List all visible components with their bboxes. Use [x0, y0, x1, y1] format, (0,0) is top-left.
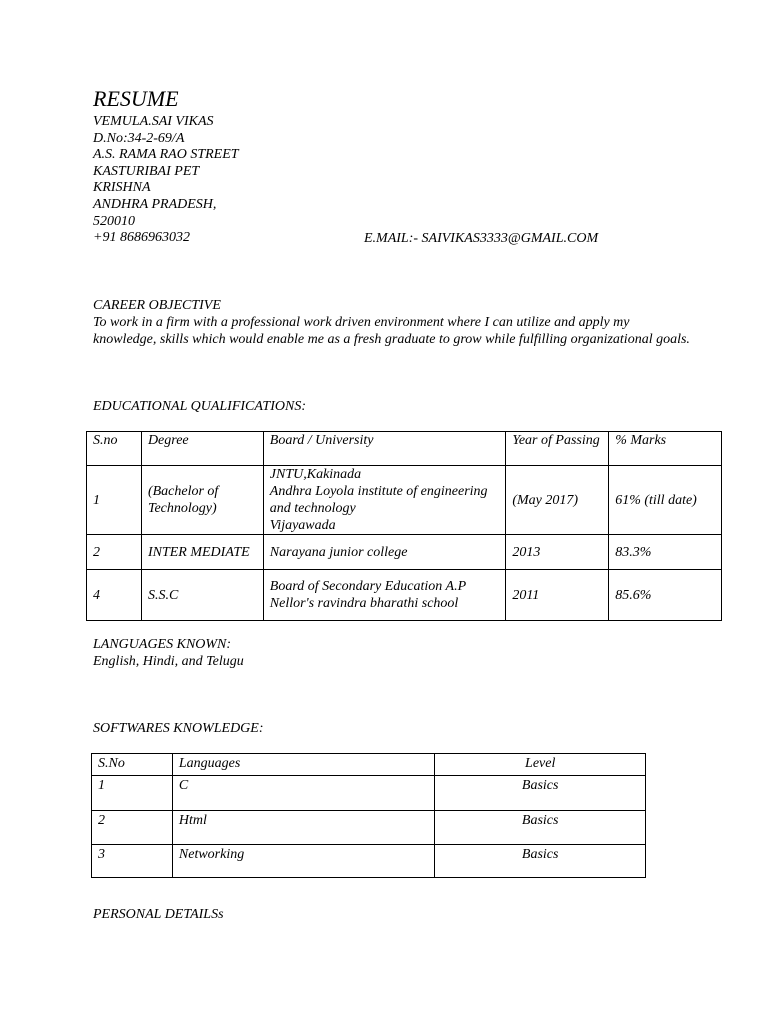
table-row — [87, 535, 722, 570]
language-cell: Html — [172, 811, 435, 845]
column-header: Year of Passing — [506, 432, 609, 466]
sno-cell: 2 — [87, 535, 142, 570]
languages-heading: LANGUAGES KNOWN: — [93, 637, 232, 652]
board-line: JNTU,Kakinada — [269, 467, 362, 482]
degree-cell: INTER MEDIATE — [141, 535, 263, 570]
education-table — [86, 431, 722, 621]
address-line: KASTURIBAI PET — [93, 163, 200, 179]
table-header-row — [87, 432, 722, 466]
table-row — [92, 776, 646, 811]
level-cell: Basics — [435, 811, 646, 845]
table-row — [87, 466, 722, 535]
year-cell: 2011 — [506, 570, 609, 621]
table-row — [87, 570, 722, 621]
software-heading: SOFTWARES KNOWLEDGE: — [93, 721, 264, 736]
column-header: Level — [435, 754, 646, 776]
languages-text: English, Hindi, and Telugu — [93, 654, 244, 669]
marks-cell: 61% (till date) — [609, 466, 722, 535]
sno-cell: 2 — [92, 811, 173, 845]
candidate-name: VEMULA.SAI VIKAS — [93, 114, 214, 129]
personal-details-heading: PERSONAL DETAILSs — [93, 907, 224, 922]
language-cell: Networking — [172, 845, 435, 878]
career-objective-text: To work in a firm with a professional work driven environment where I can utilize and apply my knowledge, skills which would enable me as a fresh graduate to grow while fulfilling organizational goals. — [93, 315, 690, 347]
board-line: Nellor's ravindra bharathi school — [269, 596, 459, 611]
address-line: D.No:34-2-69/A — [93, 130, 185, 146]
email-address: E.MAIL:- SAIVIKAS3333@GMAIL.COM — [364, 231, 599, 246]
resume-title: RESUME — [93, 86, 179, 111]
software-table — [91, 753, 646, 878]
column-header: Degree — [141, 432, 263, 466]
degree-cell: (Bachelor of Technology) — [141, 466, 263, 535]
sno-cell: 4 — [87, 570, 142, 621]
board-line: Narayana junior college — [269, 544, 408, 560]
table-row — [92, 845, 646, 878]
column-header: S.No — [92, 754, 173, 776]
career-objective-heading: CAREER OBJECTIVE — [93, 298, 221, 313]
board-line: Vijayawada — [269, 518, 336, 533]
address-line: ANDHRA PRADESH, — [93, 196, 217, 212]
address-line: A.S. RAMA RAO STREET — [93, 147, 239, 163]
sno-cell: 1 — [92, 776, 173, 811]
degree-cell: S.S.C — [141, 570, 263, 621]
table-header-row — [92, 754, 646, 776]
language-cell: C — [172, 776, 435, 811]
year-cell: 2013 — [506, 535, 609, 570]
year-cell: (May 2017) — [506, 466, 609, 535]
level-cell: Basics — [435, 845, 646, 878]
column-header: Board / University — [263, 432, 506, 466]
sno-cell: 3 — [92, 845, 173, 878]
phone-number: +91 8686963032 — [93, 230, 190, 246]
board-line: Andhra Loyola institute of engineering and technology — [269, 484, 488, 516]
board-cell — [263, 535, 506, 570]
board-cell — [263, 466, 506, 535]
column-header: Languages — [172, 754, 435, 776]
address-line: 520010 — [93, 213, 135, 229]
board-line: Board of Secondary Education A.P — [269, 579, 467, 594]
sno-cell: 1 — [87, 466, 142, 535]
level-cell: Basics — [435, 776, 646, 811]
education-heading: EDUCATIONAL QUALIFICATIONS: — [93, 399, 306, 414]
marks-cell: 83.3% — [609, 535, 722, 570]
marks-cell: 85.6% — [609, 570, 722, 621]
address-line: KRISHNA — [93, 180, 151, 196]
contact-block — [93, 113, 239, 246]
table-row — [92, 811, 646, 845]
column-header: % Marks — [609, 432, 722, 466]
board-cell — [263, 570, 506, 621]
column-header: S.no — [87, 432, 142, 466]
